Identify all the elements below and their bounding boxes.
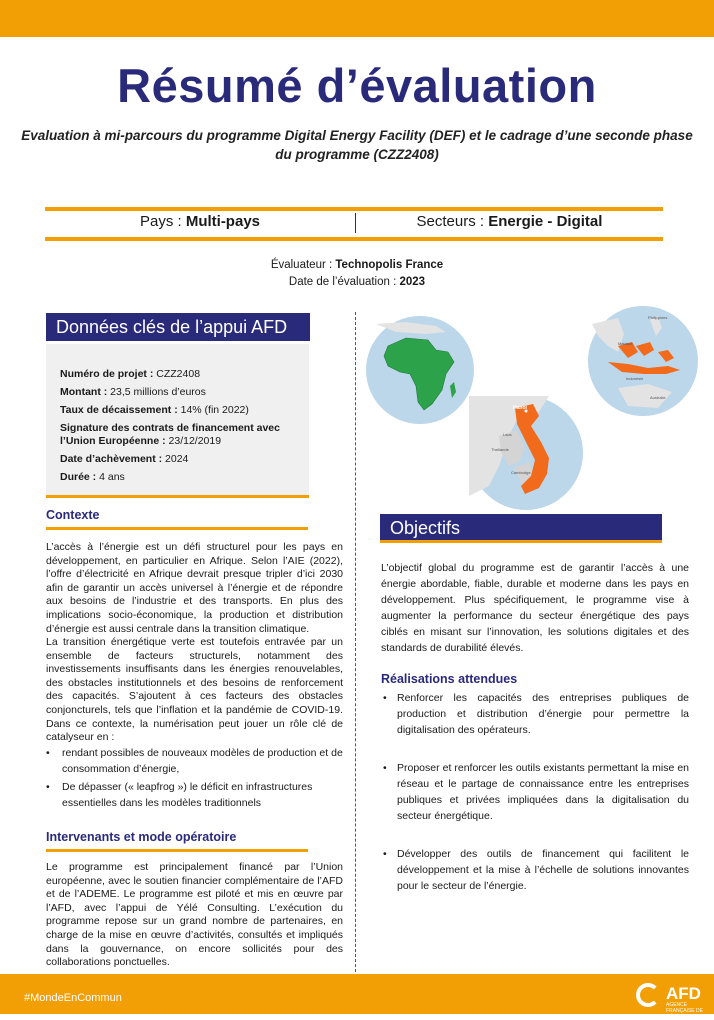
secteurs-field	[356, 213, 663, 230]
objectifs-paragraph: L’objectif global du programme est de garantir l’accès à une énergie abordable, fiable, durable et moderne dans les pays en développement. Plus spécifiquement, le programme vise à augmenter la performance du secteur énergétique des pays ciblés en misant sur l’innovation, les solutions digitales et des standards de durabilité élevés.	[381, 562, 689, 654]
contexte-bullet: • De dépasser (« leapfrog ») le déficit en infrastructures essentielles dans les modèles traditionnels	[46, 779, 343, 811]
page-subtitle: Evaluation à mi-parcours du programme Digital Energy Facility (DEF) et le cadrage d’une seconde phase du programme (CZZ2408)	[21, 128, 693, 162]
key-row-signature: Signature des contrats de financement avec l’Union Européenne : 23/12/2019	[60, 422, 280, 447]
key-row-amount: Montant : 23,5 millions d’euros	[60, 386, 206, 398]
svg-text:Australie: Australie	[650, 395, 666, 400]
pays-label: Pays :	[139, 213, 186, 230]
realisations-title: Réalisations attendues	[381, 672, 518, 686]
afd-logo: AFD AGENCE FRANÇAISE DE DÉVELOPPEMENT	[636, 983, 704, 1009]
evaluator-block	[0, 257, 714, 291]
contexte-bullet: • rendant possibles de nouveaux modèles de production et de consommation d’énergie,	[46, 745, 343, 777]
secteurs-value: Energie - Digital	[488, 213, 603, 230]
hashtag-link[interactable]: #MondeEnCommun	[24, 992, 122, 1004]
contexte-paragraph-1: L’accès à l’énergie est un défi structurel pour les pays en développement, en particulier en Afrique. Selon l’AIE (2022), l’offre d’électricité en Afrique devrait presque tripler d’ici 2030 afin de garantir un accès universel à l’énergie et de répondre aux besoins de l’industrie et des transports. En plus des implications socio-économique, la production et distribution d’énergie est aussi centrale dans la transition climatique.	[46, 541, 343, 635]
page-title: Résumé d’évaluation	[117, 59, 597, 112]
key-row-completion-date: Date d’achèvement : 2024	[60, 453, 189, 465]
top-orange-bar	[0, 0, 714, 37]
intervenants-title: Intervenants et mode opératoire	[46, 830, 237, 844]
pays-value: Multi-pays	[185, 213, 261, 230]
info-top-rule	[45, 207, 663, 211]
key-row-disbursement: Taux de décaissement : 14% (fin 2022)	[60, 404, 249, 416]
svg-text:Hanoï: Hanoï	[513, 405, 527, 411]
secteurs-label: Secteurs :	[416, 213, 489, 230]
vietnam-map	[469, 396, 583, 510]
contexte-title: Contexte	[46, 508, 100, 522]
realisation-item: • Proposer et renforcer les outils existants permettant la mise en réseau et le partage de connaissance entre les entreprises publiques et privées impliquées dans la digitalisation du secteur énergétique.	[383, 760, 689, 824]
realisation-item: • Développer des outils de financement qui facilitent le développement et la mise à l’échelle de solutions innovantes pour le secteur de l’énergie.	[383, 846, 689, 894]
pays-field	[45, 213, 355, 230]
evaluator-line: Évaluateur : Technopolis France	[270, 259, 444, 271]
svg-text:Thaïlande: Thaïlande	[491, 447, 509, 452]
info-bottom-rule	[45, 237, 663, 241]
svg-text:Philippines: Philippines	[648, 315, 668, 320]
contexte-rule	[46, 527, 308, 530]
svg-text:Malaisie: Malaisie	[618, 341, 633, 346]
svg-text:Indonésie: Indonésie	[626, 376, 644, 381]
contexte-bullets	[46, 745, 343, 813]
intervenants-rule	[46, 849, 308, 852]
key-data-heading: Données clés de l’appui AFD	[46, 313, 310, 341]
objectifs-heading: Objectifs	[380, 514, 662, 540]
column-divider	[355, 312, 356, 972]
realisations-list	[383, 690, 689, 916]
afd-logo-ring-icon	[636, 983, 660, 1007]
key-row-duration: Durée : 4 ans	[60, 471, 125, 483]
contexte-paragraph-2: La transition énergétique verte est toutefois entravée par un ensemble de facteurs structurels, notamment des investissements insuffisants dans les énergies renouvelables, des obstacles institutionnels et des besoins de renforcement des capacités. S’ajoutent à ces facteurs des obstacles conjoncturels, tels que l’inflation et la pandémie de COVID-19. Dans ce contexte, la numérisation peut jouer un rôle clé de catalyseur en :	[46, 636, 343, 744]
svg-text:Cambodge: Cambodge	[511, 470, 531, 475]
evaluation-date-line: Date de l’évaluation : 2023	[288, 276, 426, 288]
realisation-item: • Renforcer les capacités des entreprises publiques de production et distribution d’énergie pour permettre la digitalisation des opérateurs.	[383, 690, 689, 738]
key-row-project-number: Numéro de projet : CZZ2408	[60, 368, 201, 380]
africa-map	[366, 316, 474, 424]
southeast-asia-map	[588, 306, 698, 416]
key-data-list	[60, 368, 300, 489]
intervenants-paragraph: Le programme est principalement financé par l’Union européenne, avec le soutien financier complémentaire de l’AFD et de l’ADEME. Le programme est piloté et mis en œuvre par l’AFD, avec l’appui de Yélé Consulting. L’exécution du programme repose sur un grand nombre de partenaires, en charge de la mise en œuvre d’activités, consultés et impliqués dans la gouvernance, on encore sollicités pour des collaborations ponctuelles.	[46, 861, 343, 969]
objectifs-rule	[380, 540, 662, 543]
svg-text:Laos: Laos	[503, 432, 512, 437]
